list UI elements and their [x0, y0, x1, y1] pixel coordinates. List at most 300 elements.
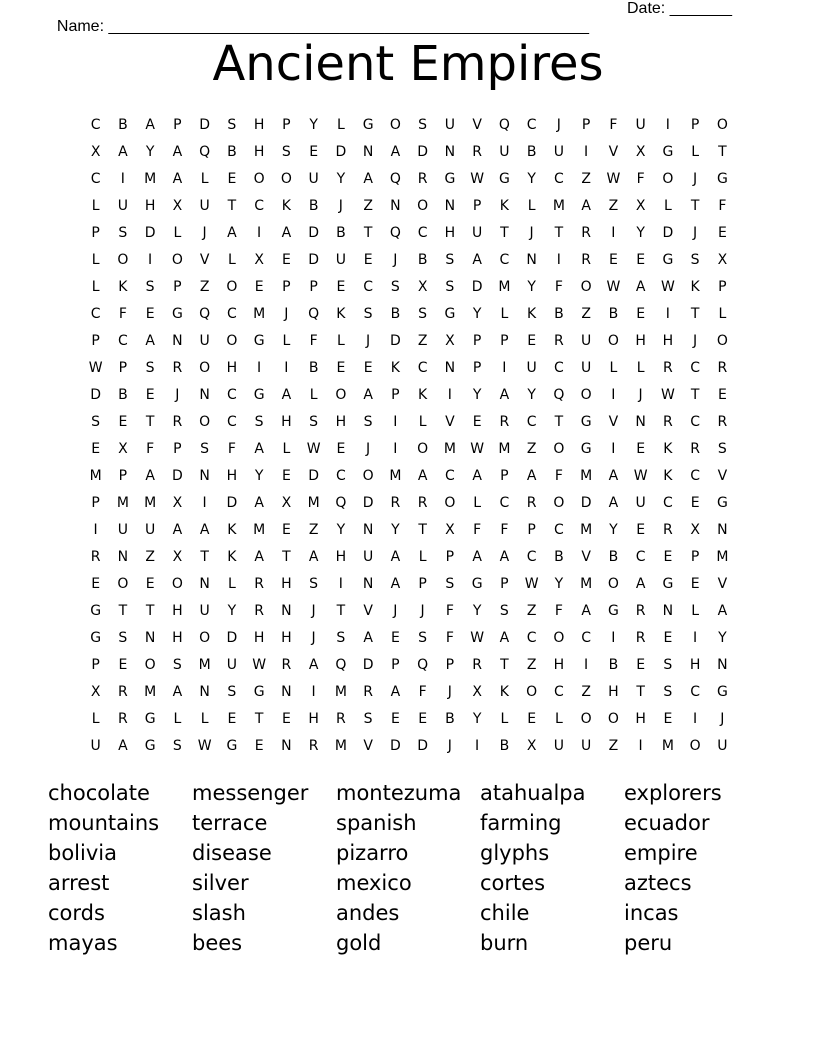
grid-letter: W: [524, 576, 539, 592]
grid-letter: P: [391, 657, 400, 673]
grid-letter: R: [336, 711, 346, 727]
grid-letter: D: [362, 495, 374, 511]
grid-letter: M: [580, 522, 593, 538]
grid-letter: L: [282, 333, 291, 349]
grid-letter: B: [554, 306, 564, 322]
grid-letter: H: [253, 144, 265, 160]
grid-row: [82, 436, 736, 463]
grid-letter: C: [226, 306, 237, 322]
grid-letter: A: [499, 630, 510, 646]
grid-letter: X: [417, 279, 428, 295]
grid-letter: T: [145, 414, 155, 430]
grid-letter: D: [662, 225, 674, 241]
grid-letter: B: [608, 657, 619, 673]
grid-letter: G: [253, 333, 265, 349]
grid-letter: H: [635, 711, 646, 727]
grid-letter: P: [500, 576, 509, 592]
grid-letter: R: [417, 495, 428, 511]
grid-letter: V: [608, 414, 619, 430]
grid-letter: I: [584, 144, 589, 160]
grid-letter: A: [254, 549, 264, 565]
grid-letter: X: [90, 684, 101, 700]
grid-letter: Z: [417, 333, 428, 349]
grid-letter: Z: [526, 603, 537, 619]
grid-letter: S: [145, 279, 155, 295]
grid-letter: U: [90, 738, 101, 754]
grid-letter: S: [717, 441, 727, 457]
grid-letter: X: [118, 441, 128, 457]
grid-letter: R: [635, 603, 646, 619]
grid-letter: Y: [472, 603, 482, 619]
grid-letter: C: [581, 630, 592, 646]
grid-letter: N: [281, 684, 292, 700]
grid-letter: L: [718, 306, 727, 322]
grid-letter: E: [91, 576, 101, 592]
grid-letter: E: [636, 657, 646, 673]
grid-letter: L: [227, 252, 236, 268]
grid-letter: O: [662, 171, 674, 187]
word-bank-item: mayas: [48, 931, 118, 955]
grid-letter: E: [717, 225, 727, 241]
grid-letter: G: [444, 171, 456, 187]
grid-letter: C: [553, 171, 564, 187]
grid-letter: N: [281, 738, 292, 754]
grid-letter: W: [633, 468, 648, 484]
grid-letter: E: [418, 711, 428, 727]
grid-letter: P: [282, 279, 291, 295]
grid-letter: H: [226, 360, 238, 376]
grid-letter: X: [445, 333, 455, 349]
grid-letter: L: [336, 333, 345, 349]
grid-letter: Q: [199, 306, 211, 322]
word-bank-item: andes: [336, 901, 400, 925]
grid-letter: R: [118, 711, 128, 727]
grid-letter: M: [580, 468, 593, 484]
grid-letter: I: [611, 225, 616, 241]
grid-letter: V: [363, 603, 373, 619]
grid-letter: L: [609, 360, 618, 376]
grid-letter: B: [118, 117, 128, 133]
grid-letter: A: [581, 603, 591, 619]
grid-letter: E: [145, 387, 155, 403]
grid-letter: J: [529, 225, 534, 241]
grid-letter: U: [581, 333, 592, 349]
grid-letter: S: [118, 225, 128, 241]
grid-letter: G: [580, 414, 592, 430]
grid-letter: G: [144, 711, 156, 727]
grid-letter: I: [556, 252, 561, 268]
grid-letter: P: [391, 387, 400, 403]
grid-letter: U: [553, 144, 564, 160]
grid-letter: E: [91, 441, 101, 457]
grid-letter: E: [227, 711, 237, 727]
grid-letter: O: [553, 495, 565, 511]
grid-letter: C: [526, 414, 537, 430]
grid-letter: E: [527, 711, 537, 727]
grid-letter: T: [636, 684, 645, 700]
grid-letter: P: [500, 468, 509, 484]
grid-letter: C: [226, 387, 237, 403]
grid-letter: T: [718, 144, 727, 160]
grid-letter: N: [199, 468, 210, 484]
grid-letter: D: [199, 117, 211, 133]
grid-letter: I: [665, 117, 670, 133]
grid-letter: T: [500, 657, 509, 673]
grid-letter: C: [553, 522, 564, 538]
grid-letter: T: [554, 414, 564, 430]
grid-letter: L: [173, 711, 182, 727]
grid-letter: A: [118, 144, 128, 160]
grid-letter: T: [500, 225, 509, 241]
grid-letter: E: [663, 711, 673, 727]
grid-letter: U: [472, 225, 483, 241]
grid-letter: J: [556, 117, 561, 133]
grid-letter: X: [254, 252, 264, 268]
grid-letter: U: [199, 333, 210, 349]
grid-letter: T: [118, 603, 128, 619]
grid-letter: L: [473, 495, 482, 511]
grid-letter: R: [308, 738, 319, 754]
grid-letter: G: [144, 738, 156, 754]
grid-letter: H: [662, 333, 674, 349]
grid-letter: U: [581, 738, 592, 754]
grid-letter: K: [227, 549, 237, 565]
grid-letter: O: [335, 387, 347, 403]
grid-letter: S: [227, 684, 237, 700]
grid-letter: S: [336, 630, 346, 646]
grid-letter: P: [527, 522, 536, 538]
grid-letter: H: [553, 657, 565, 673]
grid-letter: M: [389, 468, 402, 484]
grid-letter: S: [390, 279, 400, 295]
grid-letter: J: [284, 306, 289, 322]
grid-letter: O: [607, 711, 619, 727]
grid-letter: E: [227, 171, 237, 187]
grid-letter: X: [90, 144, 101, 160]
grid-letter: P: [91, 657, 100, 673]
word-bank-item: mountains: [48, 811, 160, 835]
grid-letter: O: [526, 684, 538, 700]
grid-letter: E: [636, 252, 646, 268]
grid-letter: E: [336, 360, 346, 376]
grid-letter: I: [257, 360, 262, 376]
word-bank-item: burn: [480, 931, 529, 955]
grid-letter: E: [472, 414, 482, 430]
grid-letter: E: [690, 495, 700, 511]
grid-letter: O: [580, 711, 592, 727]
grid-letter: R: [581, 225, 591, 241]
grid-letter: W: [470, 171, 485, 187]
grid-letter: X: [445, 522, 455, 538]
grid-letter: L: [91, 252, 100, 268]
grid-letter: K: [281, 198, 291, 214]
grid-letter: L: [691, 144, 700, 160]
grid-letter: G: [253, 684, 265, 700]
grid-letter: S: [445, 279, 455, 295]
grid-letter: E: [145, 576, 155, 592]
grid-letter: E: [336, 279, 346, 295]
grid-letter: J: [366, 441, 371, 457]
grid-letter: R: [172, 360, 183, 376]
grid-letter: T: [363, 225, 373, 241]
grid-letter: I: [611, 630, 616, 646]
grid-letter: N: [172, 333, 183, 349]
grid-letter: C: [526, 549, 537, 565]
grid-letter: Z: [199, 279, 210, 295]
grid-letter: X: [635, 144, 646, 160]
word-bank-item: arrest: [48, 871, 110, 895]
grid-letter: T: [227, 198, 237, 214]
grid-letter: K: [690, 279, 700, 295]
grid-letter: U: [717, 738, 728, 754]
grid-row: [82, 544, 736, 571]
grid-letter: H: [444, 225, 456, 241]
grid-letter: E: [254, 738, 264, 754]
grid-letter: U: [635, 495, 646, 511]
grid-letter: A: [608, 495, 619, 511]
grid-letter: A: [172, 144, 183, 160]
grid-letter: O: [716, 333, 728, 349]
grid-letter: A: [608, 468, 619, 484]
grid-letter: Q: [389, 225, 401, 241]
grid-letter: L: [336, 117, 345, 133]
grid-letter: M: [580, 576, 593, 592]
grid-row: [82, 328, 736, 355]
grid-letter: J: [311, 603, 316, 619]
word-bank-item: spanish: [336, 811, 417, 835]
grid-letter: V: [199, 252, 210, 268]
grid-letter: L: [500, 711, 509, 727]
grid-letter: A: [472, 252, 482, 268]
grid-letter: O: [199, 360, 211, 376]
grid-letter: D: [308, 252, 320, 268]
grid-letter: A: [172, 171, 183, 187]
grid-letter: D: [308, 468, 320, 484]
grid-letter: S: [91, 414, 101, 430]
grid-letter: S: [363, 414, 373, 430]
grid-letter: R: [118, 684, 128, 700]
grid-letter: B: [390, 306, 401, 322]
grid-letter: O: [716, 117, 728, 133]
grid-letter: F: [118, 306, 127, 322]
grid-letter: E: [663, 549, 673, 565]
word-bank-item: cortes: [480, 871, 546, 895]
grid-letter: R: [417, 171, 428, 187]
grid-letter: Z: [526, 441, 537, 457]
grid-row: [82, 382, 736, 409]
grid-letter: I: [475, 738, 480, 754]
grid-letter: M: [253, 522, 266, 538]
grid-letter: Z: [608, 198, 619, 214]
grid-letter: Z: [581, 684, 591, 700]
grid-letter: E: [390, 630, 400, 646]
grid-letter: U: [553, 738, 564, 754]
grid-letter: I: [611, 441, 616, 457]
grid-letter: H: [172, 603, 183, 619]
grid-letter: X: [281, 495, 292, 511]
grid-letter: J: [693, 225, 698, 241]
grid-letter: K: [499, 198, 509, 214]
grid-letter: D: [389, 738, 401, 754]
grid-letter: V: [608, 144, 619, 160]
grid-letter: N: [199, 387, 210, 403]
grid-letter: Q: [199, 144, 211, 160]
grid-letter: L: [91, 279, 100, 295]
grid-letter: U: [444, 117, 455, 133]
grid-letter: X: [635, 198, 646, 214]
grid-letter: O: [389, 117, 401, 133]
grid-letter: B: [118, 387, 128, 403]
grid-letter: N: [362, 144, 374, 160]
grid-letter: P: [173, 279, 182, 295]
grid-letter: N: [362, 522, 374, 538]
grid-letter: A: [499, 549, 510, 565]
word-bank-item: pizarro: [336, 841, 409, 865]
grid-letter: A: [390, 549, 401, 565]
grid-letter: G: [716, 495, 728, 511]
grid-letter: E: [118, 657, 128, 673]
grid-letter: L: [91, 711, 100, 727]
grid-row: [82, 652, 736, 679]
grid-row: [82, 598, 736, 625]
grid-letter: S: [172, 738, 182, 754]
grid-letter: G: [444, 306, 456, 322]
grid-letter: R: [254, 603, 264, 619]
grid-letter: P: [445, 657, 455, 673]
grid-letter: M: [253, 306, 266, 322]
grid-letter: C: [526, 630, 537, 646]
grid-letter: C: [635, 549, 646, 565]
grid-letter: G: [607, 603, 619, 619]
grid-letter: Y: [527, 171, 536, 187]
grid-letter: W: [197, 738, 212, 754]
grid-letter: J: [366, 333, 371, 349]
grid-letter: F: [445, 630, 454, 646]
grid-letter: I: [693, 630, 698, 646]
grid-letter: O: [171, 252, 183, 268]
grid-letter: R: [90, 549, 101, 565]
grid-letter: L: [418, 414, 427, 430]
grid-letter: D: [144, 225, 156, 241]
grid-letter: I: [447, 387, 452, 403]
grid-letter: C: [417, 360, 428, 376]
grid-letter: Z: [581, 171, 591, 187]
grid-letter: Z: [581, 306, 591, 322]
grid-letter: Y: [472, 711, 482, 727]
grid-letter: K: [418, 387, 428, 403]
grid-letter: A: [145, 117, 155, 133]
word-bank-item: ecuador: [624, 811, 710, 835]
grid-letter: J: [311, 630, 316, 646]
grid-letter: R: [663, 522, 673, 538]
grid-letter: M: [144, 684, 157, 700]
grid-letter: D: [335, 144, 347, 160]
grid-letter: J: [720, 711, 725, 727]
grid-letter: H: [253, 630, 265, 646]
grid-row: [82, 166, 736, 193]
grid-letter: P: [118, 360, 128, 376]
grid-letter: E: [254, 279, 264, 295]
grid-letter: H: [144, 198, 156, 214]
grid-letter: U: [117, 522, 128, 538]
grid-letter: A: [390, 684, 401, 700]
grid-letter: N: [199, 576, 210, 592]
grid-letter: E: [636, 522, 646, 538]
grid-letter: F: [718, 198, 727, 214]
grid-letter: L: [554, 711, 563, 727]
grid-letter: P: [472, 360, 482, 376]
grid-letter: V: [717, 468, 728, 484]
grid-letter: W: [606, 279, 621, 295]
grid-letter: P: [91, 225, 100, 241]
grid-letter: P: [173, 117, 182, 133]
grid-letter: U: [226, 657, 237, 673]
grid-letter: P: [282, 117, 291, 133]
grid-letter: S: [363, 711, 373, 727]
grid-letter: S: [309, 414, 319, 430]
grid-letter: E: [281, 522, 291, 538]
grid-letter: J: [693, 171, 698, 187]
grid-row: [82, 679, 736, 706]
grid-letter: F: [227, 441, 236, 457]
word-bank-item: messenger: [192, 781, 309, 805]
grid-letter: P: [500, 333, 509, 349]
grid-letter: N: [717, 522, 728, 538]
grid-letter: P: [418, 576, 427, 592]
grid-letter: W: [660, 279, 675, 295]
grid-letter: M: [716, 549, 729, 565]
grid-letter: A: [308, 657, 319, 673]
word-bank-item: atahualpa: [480, 781, 586, 805]
grid-letter: H: [335, 549, 347, 565]
grid-letter: D: [226, 630, 238, 646]
grid-letter: Y: [472, 306, 482, 322]
grid-letter: M: [144, 171, 157, 187]
grid-letter: D: [308, 225, 320, 241]
grid-letter: D: [471, 279, 483, 295]
page-title: Ancient Empires: [212, 36, 604, 92]
grid-letter: M: [144, 495, 157, 511]
grid-letter: Z: [363, 198, 373, 214]
grid-letter: Y: [527, 279, 536, 295]
grid-letter: M: [307, 495, 320, 511]
grid-letter: R: [526, 495, 537, 511]
grid-letter: G: [362, 117, 374, 133]
grid-letter: I: [338, 576, 343, 592]
grid-letter: I: [148, 252, 153, 268]
grid-letter: S: [445, 252, 455, 268]
grid-letter: I: [284, 360, 289, 376]
grid-letter: O: [417, 198, 429, 214]
grid-letter: Z: [608, 738, 619, 754]
grid-letter: D: [226, 495, 238, 511]
grid-letter: D: [171, 468, 183, 484]
grid-letter: M: [334, 684, 347, 700]
grid-letter: R: [472, 144, 482, 160]
grid-letter: H: [689, 657, 701, 673]
grid-letter: N: [362, 576, 374, 592]
grid-letter: F: [473, 522, 482, 538]
grid-letter: H: [281, 576, 292, 592]
grid-letter: S: [309, 576, 319, 592]
grid-letter: X: [472, 684, 482, 700]
grid-letter: H: [608, 684, 619, 700]
grid-letter: N: [444, 144, 456, 160]
grid-letter: R: [663, 360, 673, 376]
grid-letter: O: [117, 252, 129, 268]
grid-letter: S: [418, 117, 428, 133]
grid-letter: A: [581, 198, 591, 214]
